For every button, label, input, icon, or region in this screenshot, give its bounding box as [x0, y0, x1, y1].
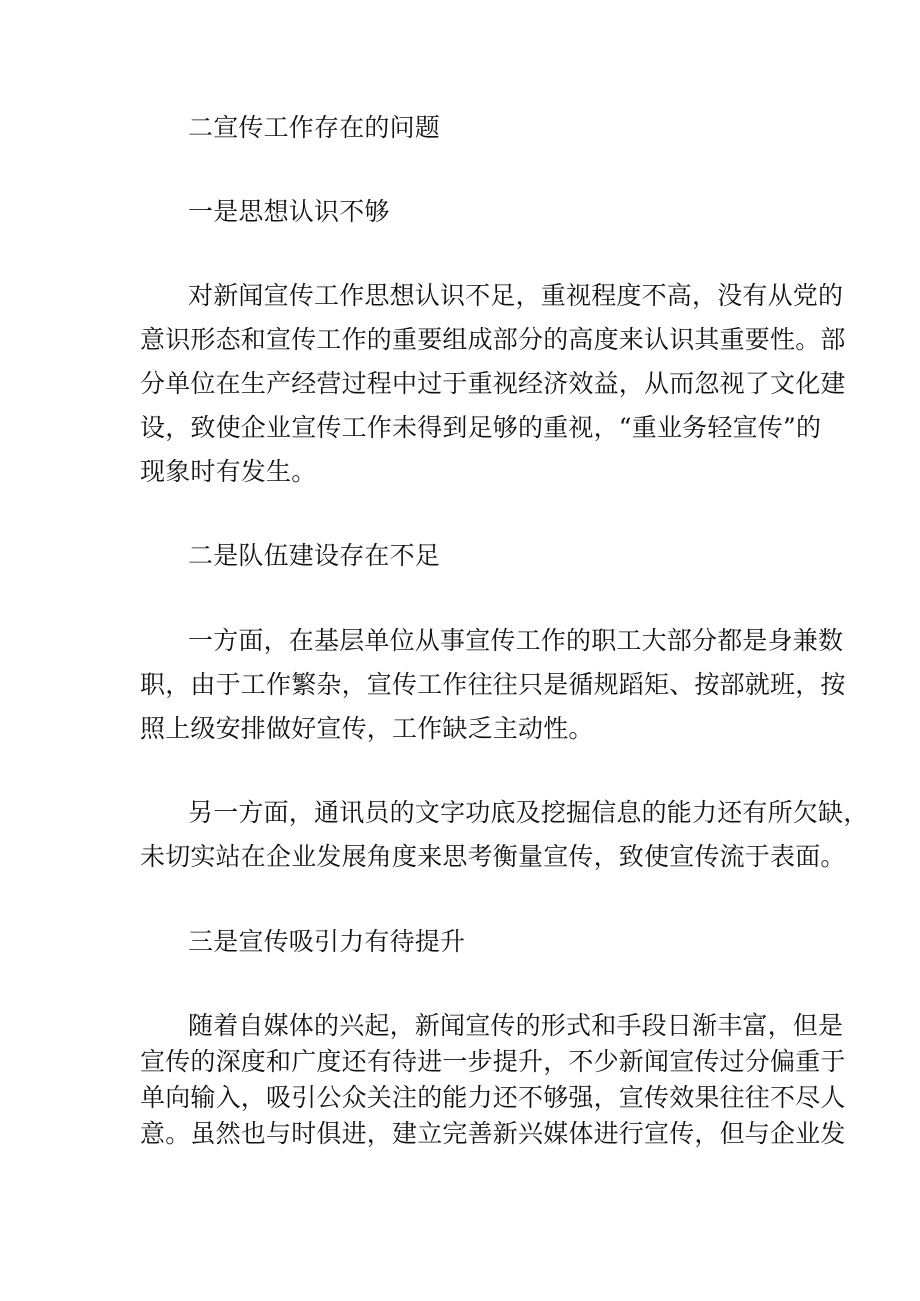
- point3-heading: 三是宣传吸引力有待提升: [188, 927, 466, 956]
- point2-heading: 二是队伍建设存在不足: [188, 541, 441, 570]
- point1-para-line: 意识形态和宣传工作的重要组成部分的高度来认识其重要性。部: [140, 325, 846, 354]
- point1-heading: 一是思想认识不够: [188, 197, 390, 226]
- point3-para-line: 宣传的深度和广度还有待进一步提升，不少新闻宣传过分偏重于: [140, 1047, 846, 1076]
- point2-para1-line: 一方面，在基层单位从事宣传工作的职工大部分都是身兼数: [188, 626, 844, 655]
- point1-para-line: 设，致使企业宣传工作未得到足够的重视，“重业务轻宣传”的: [140, 413, 822, 442]
- point3-para-line: 单向输入，吸引公众关注的能力还不够强，宣传效果往往不尽人: [140, 1083, 846, 1112]
- point3-para-line: 意。虽然也与时俱进，建立完善新兴媒体进行宣传，但与企业发: [140, 1119, 846, 1148]
- point2-para1-line: 职，由于工作繁杂，宣传工作往往只是循规蹈矩、按部就班，按: [140, 670, 846, 699]
- section-heading: 二宣传工作存在的问题: [188, 113, 441, 142]
- point3-para-line: 随着自媒体的兴起，新闻宣传的形式和手段日渐丰富，但是: [188, 1011, 844, 1040]
- point1-para-line: 对新闻宣传工作思想认识不足，重视程度不高，没有从党的: [188, 281, 844, 310]
- point2-para2-line: 另一方面，通讯员的文字功底及挖掘信息的能力还有所欠缺，: [188, 798, 869, 827]
- point2-para1-line: 照上级安排做好宣传，工作缺乏主动性。: [140, 714, 594, 743]
- point1-para-line: 分单位在生产经营过程中过于重视经济效益，从而忽视了文化建: [140, 369, 846, 398]
- point1-para-line: 现象时有发生。: [140, 457, 317, 486]
- point2-para2-line: 未切实站在企业发展角度来思考衡量宣传，致使宣传流于表面。: [140, 842, 846, 871]
